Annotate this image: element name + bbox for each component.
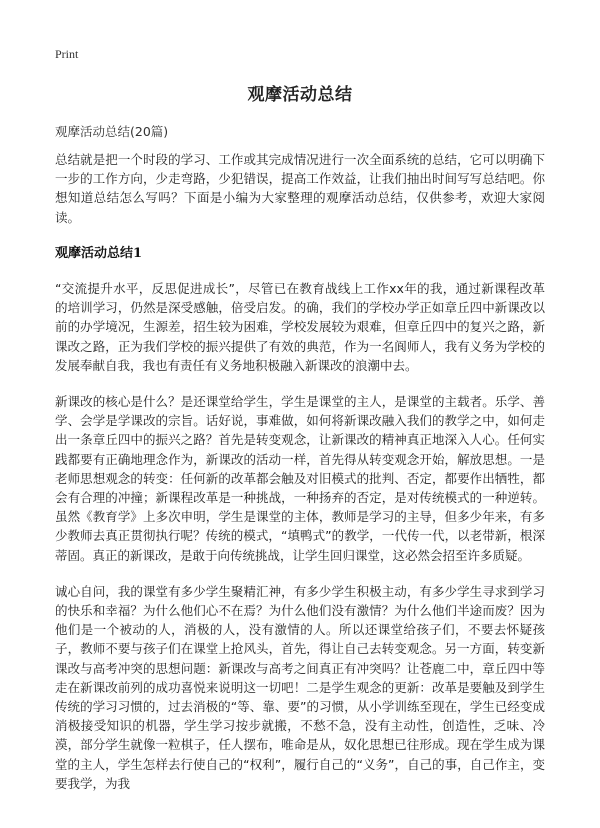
body-paragraph-3: 诚心自问，我的课堂有多少学生聚精汇神，有多少学生积极主动，有多少学生寻求到学习的快乐和幸福？为什么他们心不在焉？为什么他们没有激情？为什么他们半途而废？因为他们是一个被动的人，消极的人，没有激情的人。所以还课堂给孩子们，不要去怀疑孩子，教师不要与孩子们在课堂上抢风头，首先，得让自己去转变观念。另一方面，转变新课改与高考冲突的思想问题：新课改与高考之间真正有冲突吗？让苍鹿二中，章丘四中等走在新课改前列的成功喜悦来说明这一切吧！二是学生观念的更新：改革是要触及到学生传统的学习习惯的，过去消极的“等、靠、要”的习惯，从小学训练至现在，学生已经变成消极接受知识的机器，学生学习按步就搬，不愁不急，没有主动性，创造性，乏味、冷漠，部分学生就像一粒棋子，任人摆布，唯命是从，奴化思想已往形成。现在学生成为课堂的主人，学生怎样去行使自己的“权利”，履行自己的“义务”，自己的事，自己作主，变要我学，为我: [55, 583, 545, 791]
document-body: [55, 150, 545, 810]
section-heading: 观摩活动总结1: [55, 245, 143, 261]
print-link[interactable]: Print: [55, 47, 79, 61]
document-subtitle: 观摩活动总结(20篇): [55, 124, 169, 139]
body-paragraph-2: 新课改的核心是什么？是还课堂给学生，学生是课堂的主人，是课堂的主载者。乐学、善学、会学是学课改的宗旨。话好说，事难做，如何将新课改融入我们的教学之中，如何走出一条章丘四中的振兴之路？首先是转变观念，让新课改的精神真正地深入人心。任何实践都要有正确地理念作为，新课改的活动一样，首先得从转变观念开始，解放思想。一是老师思想观念的转变：任何新的改革都会触及对旧模式的批判、否定，都要作出牺牲，都会有合理的冲撞；新课程改革是一种挑战，一种扬弃的否定，是对传统模式的一种逆转。虽然《教育学》上多次申明，学生是课堂的主体，教师是学习的主导，但多少年来，有多少教师去真正贯彻执行呢？传统的模式，“填鸭式”的教学，一代传一代，以老带新，根深蒂固。真正的新课改，是敢于向传统挑战，让学生回归课堂，这必然会招至许多质疑。: [55, 394, 545, 563]
page-title: 观摩活动总结: [247, 85, 353, 105]
intro-paragraph: 总结就是把一个时段的学习、工作或其完成情况进行一次全面系统的总结，它可以明确下一步的工作方向，少走弯路，少犯错误，提高工作效益，让我们抽出时间写写总结吧。你想知道总结怎么写吗？下面是小编为大家整理的观摩活动总结，仅供参考，欢迎大家阅读。: [55, 152, 545, 225]
body-paragraph-1: “交流提升水平，反思促进成长”，尽管已在教育战线上工作xx年的我，通过新课程改革的培训学习，仍然是深受感触，倍受启发。的确，我们的学校办学正如章丘四中新课改以前的办学境况，生源差，招生较为困难，学校发展较为艰难，但章丘四中的复兴之路，新课改之路，正为我们学校的振兴提供了有效的典范，作为一名阆师人，我有义务为学校的发展奉献自我，我也有责任有义务地积极融入新课改的浪潮中去。: [55, 281, 545, 373]
